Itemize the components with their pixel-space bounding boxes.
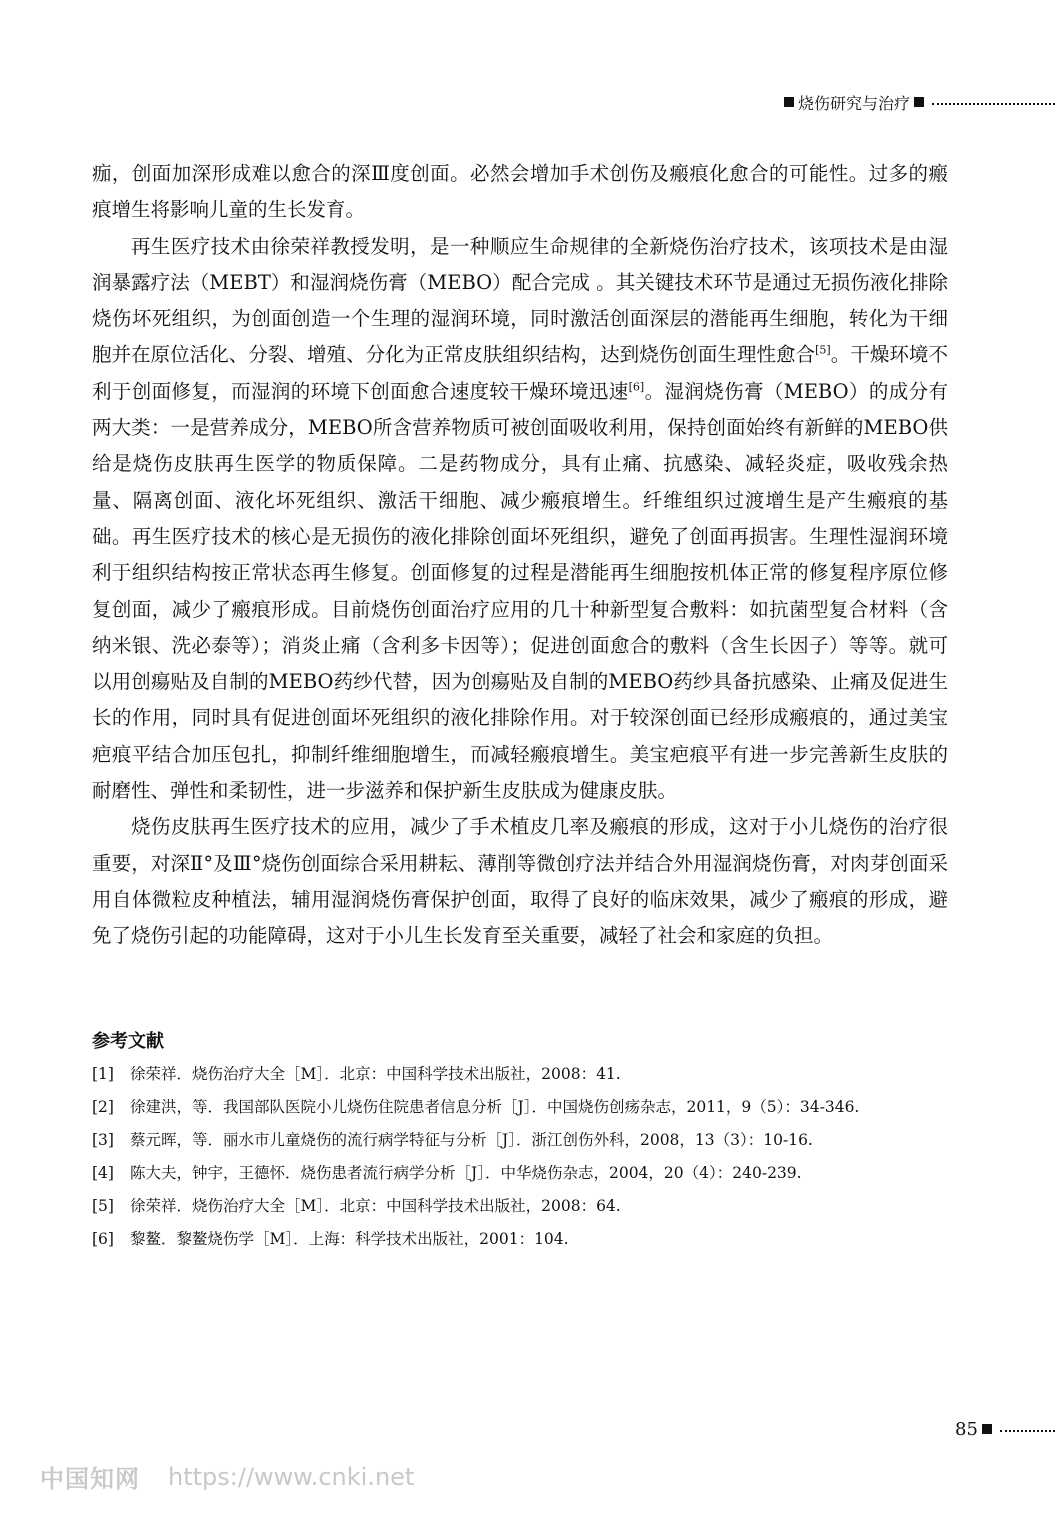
paragraph-text: 再生医疗技术由徐荣祥教授发明，是一种顺应生命规律的全新烧伤治疗技术，该项技术是由湿润暴露疗法（MEBT）和湿润烧伤膏（MEBO）配合完成 。其关键技术环节是通过无损伤液化排除烧伤坏死组织，为创面创造一个生理的湿润环境，同时激活创面深层的潜能再生细胞，转化为干细胞并在原位活化、分裂、增殖、分化为正常皮肤组织结构，达到烧伤创面生理性愈合 [92, 234, 948, 367]
paragraph: 烧伤皮肤再生医疗技术的应用，减少了手术植皮几率及瘢痕的形成，这对于小儿烧伤的治疗很重要，对深Ⅱ°及Ⅲ°烧伤创面综合采用耕耘、薄削等微创疗法并结合外用湿润烧伤膏，对肉芽创面采用自体微粒皮种植法，辅用湿润烧伤膏保护创面，取得了良好的临床效果，减少了瘢痕的形成，避免了烧伤引起的功能障碍，这对于小儿生长发育至关重要，减轻了社会和家庭的负担。 [92, 815, 948, 948]
reference-item [92, 1192, 948, 1221]
reference-text: 陈大夫，钟宇，王德怀．烧伤患者流行病学分析［J］．中华烧伤杂志，2004，20（4）：240-239. [130, 1164, 802, 1182]
dotted-rule [932, 103, 1055, 105]
cnki-watermark [40, 1459, 414, 1494]
reference-number: [1] [92, 1065, 114, 1083]
reference-item [92, 1093, 948, 1122]
paragraph: 痂，创面加深形成难以愈合的深Ⅲ度创面。必然会增加手术创伤及瘢痕化愈合的可能性。过多的瘢痕增生将影响儿童的生长发育。 [92, 162, 948, 222]
reference-item [92, 1060, 948, 1089]
watermark-url: https://www.cnki.net [168, 1462, 415, 1491]
reference-item [92, 1159, 948, 1188]
reference-number: [5] [92, 1197, 114, 1215]
dotted-rule [1000, 1430, 1055, 1432]
article-body [92, 156, 948, 955]
reference-text: 蔡元晖，等．丽水市儿童烧伤的流行病学特征与分析［J］．浙江创伤外科，2008，13（3）：10-16. [130, 1131, 813, 1149]
reference-item [92, 1225, 948, 1254]
reference-number: [3] [92, 1131, 114, 1149]
paragraph-text: 。湿润烧伤膏（MEBO）的成分有两大类：一是营养成分，MEBO所含营养物质可被创面吸收利用，保持创面始终有新鲜的MEBO供给是烧伤皮肤再生医学的物质保障。二是药物成分，具有止痛、抗感染、减轻炎症，吸收残余热量、隔离创面、液化坏死组织、激活干细胞、减少瘢痕增生。纤维组织过渡增生是产生瘢痕的基础。再生医疗技术的核心是无损伤的液化排除创面坏死组织，避免了创面再损害。生理性湿润环境利于组织结构按正常状态再生修复。创面修复的过程是潜能再生细胞按机体正常的修复程序原位修复创面，减少了瘢痕形成。目前烧伤创面治疗应用的几十种新型复合敷料：如抗菌型复合材料（含纳米银、洗必泰等）；消炎止痛（含利多卡因等）；促进创面愈合的敷料（含生长因子）等等。就可以用创瘍贴及自制的MEBO药纱代替，因为创瘍贴及自制的MEBO药纱具备抗感染、止痛及促进生长的作用，同时具有促进创面坏死组织的液化排除作用。对于较深创面已经形成瘢痕的，通过美宝疤痕平结合加压包扎，抑制纤维细胞增生，而减轻瘢痕增生。美宝疤痕平有进一步完善新生皮肤的耐磨性、弹性和柔韧性，进一步滋养和保护新生皮肤成为健康皮肤。 [92, 379, 948, 803]
square-bullet-icon [784, 97, 794, 107]
square-bullet-icon [914, 97, 924, 107]
paragraph [92, 229, 948, 810]
reference-text: 徐荣祥．烧伤治疗大全［M］．北京：中国科学技术出版社，2008：41. [130, 1065, 621, 1083]
reference-number: [2] [92, 1098, 114, 1116]
watermark-logo: 中国知网 [40, 1465, 140, 1493]
page-footer [955, 1417, 1055, 1441]
page-number: 85 [955, 1418, 978, 1440]
reference-text: 徐建洪，等．我国部队医院小儿烧伤住院患者信息分析［J］．中国烧伤创疡杂志，2011，9（5）：34-346. [130, 1098, 860, 1116]
citation-sup: [6] [628, 380, 645, 394]
running-header [780, 90, 1055, 114]
section-title: 烧伤研究与治疗 [798, 93, 911, 113]
reference-list [92, 1060, 948, 1258]
reference-number: [4] [92, 1164, 114, 1182]
reference-text: 黎鳌．黎鳌烧伤学［M］．上海：科学技术出版社，2001：104. [130, 1230, 569, 1248]
reference-item [92, 1126, 948, 1155]
reference-text: 徐荣祥．烧伤治疗大全［M］．北京：中国科学技术出版社，2008：64. [130, 1197, 621, 1215]
citation-sup: [5] [815, 343, 831, 357]
references-heading: 参考文献 [92, 1031, 164, 1052]
square-bullet-icon [982, 1424, 992, 1434]
paragraph-text: 。干燥环境不利于创面修复，而湿润的环境下创面愈合速度较干燥环境迅速 [92, 343, 948, 403]
reference-number: [6] [92, 1230, 114, 1248]
